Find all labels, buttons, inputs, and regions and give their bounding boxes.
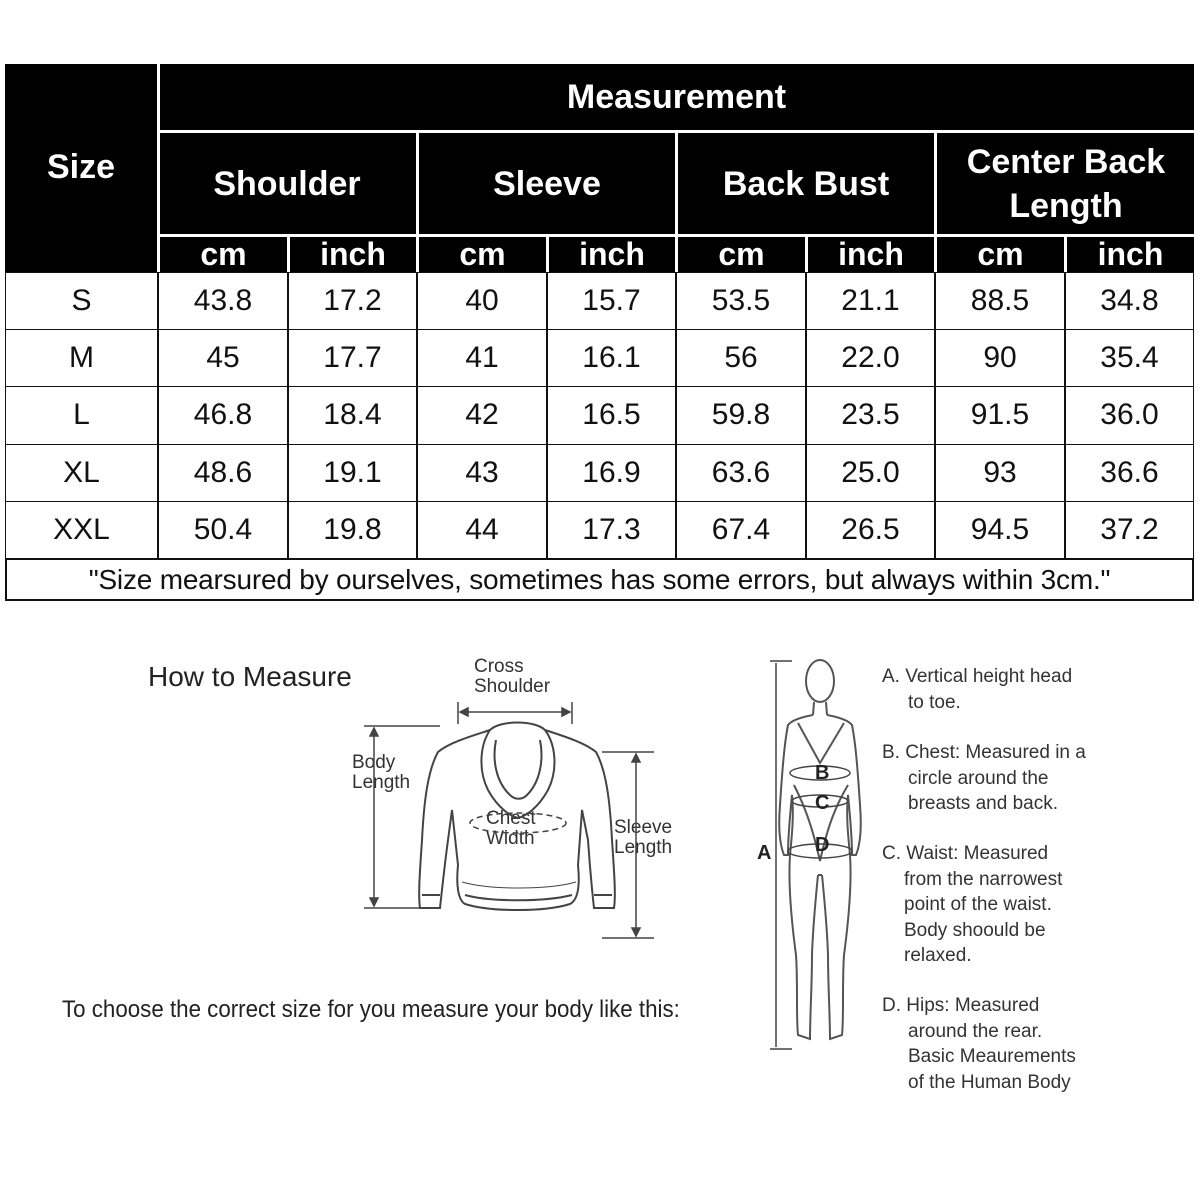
legend-line: Body shoould be <box>904 919 1046 941</box>
measurement-cell: 93 <box>935 444 1065 502</box>
measurement-cell: 59.8 <box>676 386 806 444</box>
measurement-note <box>5 558 1194 601</box>
measurement-cell: 37.2 <box>1065 501 1194 559</box>
label-line: Length <box>352 772 411 793</box>
unit-label: cm <box>459 236 506 272</box>
unit-label: inch <box>579 236 645 272</box>
legend-line: circle around the <box>908 767 1049 789</box>
measurement-cell: 46.8 <box>158 386 288 444</box>
measurement-cell: 36.0 <box>1065 386 1194 444</box>
measurement-cell: 41 <box>417 329 547 387</box>
note-text: "Size mearsured by ourselves, sometimes has some errors, but always within 3cm." <box>88 563 1111 595</box>
measurement-cell: 90 <box>935 329 1065 387</box>
legend-line: Basic Meaurements <box>908 1046 1076 1067</box>
unit-header-inch <box>1067 237 1194 272</box>
how-to-measure-title: How to Measure <box>148 661 352 692</box>
measurement-cell: 23.5 <box>806 386 935 444</box>
unit-header-inch <box>290 237 416 272</box>
size-cell: M <box>5 329 158 387</box>
measurement-cell: 43 <box>417 444 547 502</box>
measurement-cell: 19.1 <box>288 444 417 502</box>
legend-a <box>882 664 1072 715</box>
unit-label: inch <box>1097 236 1164 272</box>
legend-line: of the Human Body <box>908 1071 1071 1093</box>
legend-c <box>882 841 1062 969</box>
size-cell: XL <box>5 444 158 502</box>
label-line: Shoulder <box>474 676 551 697</box>
label-line: Body <box>352 752 396 773</box>
size-header-text: Size <box>46 148 116 186</box>
legend-b <box>882 740 1086 817</box>
size-cell: L <box>5 386 158 444</box>
measurement-cell: 16.9 <box>547 444 676 502</box>
measurement-cell: 25.0 <box>806 444 935 502</box>
measurement-cell: 17.2 <box>288 272 417 330</box>
group-header-label: Center Back Length <box>966 143 1166 225</box>
measurement-cell: 91.5 <box>935 386 1065 444</box>
measurement-cell: 18.4 <box>288 386 417 444</box>
marker-b: B <box>815 762 830 784</box>
measurement-header-text: Measurement <box>566 78 787 116</box>
measurement-cell: 17.3 <box>547 501 676 559</box>
label-line: Width <box>486 828 535 849</box>
legend-line: point of the waist. <box>904 894 1052 915</box>
marker-a: A <box>757 842 772 864</box>
unit-header-cm <box>419 237 546 272</box>
unit-header-inch <box>808 237 934 272</box>
legend-line: relaxed. <box>904 945 972 966</box>
group-header-label: Shoulder <box>213 165 361 203</box>
unit-label: inch <box>320 236 386 272</box>
marker-c: C <box>815 792 830 814</box>
measurement-cell: 26.5 <box>806 501 935 559</box>
size-chart-table <box>5 64 1194 601</box>
unit-label: cm <box>200 236 247 272</box>
label-line: Length <box>614 837 673 858</box>
instruction-text: To choose the correct size for you measure your body like this: <box>62 996 680 1023</box>
group-header-label: Back Bust <box>722 165 890 203</box>
measurement-cell: 42 <box>417 386 547 444</box>
measurement-cell: 50.4 <box>158 501 288 559</box>
group-header-label: Sleeve <box>493 165 601 203</box>
group-header-back-bust <box>678 134 934 234</box>
unit-header-inch <box>549 237 675 272</box>
measurement-cell: 48.6 <box>158 444 288 502</box>
measurement-cell: 63.6 <box>676 444 806 502</box>
group-header-center-back-length <box>938 134 1194 234</box>
unit-header-cm <box>937 237 1064 272</box>
marker-d: D <box>815 834 830 856</box>
size-column-header <box>5 64 157 270</box>
legend-line: B. Chest: Measured in a <box>882 742 1086 763</box>
unit-label: inch <box>838 236 904 272</box>
unit-label: cm <box>718 236 765 272</box>
unit-header-cm <box>678 237 805 272</box>
measurement-cell: 45 <box>158 329 288 387</box>
measurement-cell: 15.7 <box>547 272 676 330</box>
measurement-cell: 16.5 <box>547 386 676 444</box>
measurement-cell: 21.1 <box>806 272 935 330</box>
label-line: Cross <box>474 656 524 677</box>
measurement-cell: 43.8 <box>158 272 288 330</box>
legend-line: A. Vertical height head <box>882 666 1073 687</box>
measurement-cell: 19.8 <box>288 501 417 559</box>
measurement-cell: 94.5 <box>935 501 1065 559</box>
unit-label: cm <box>977 236 1024 272</box>
unit-header-cm <box>160 237 287 272</box>
legend-line: C. Waist: Measured <box>882 843 1049 864</box>
legend-line: from the narrowest <box>904 868 1063 890</box>
sweater-diagram <box>340 690 680 950</box>
legend-d <box>882 993 1076 1095</box>
legend-line: to toe. <box>908 691 961 713</box>
measurement-cell: 53.5 <box>676 272 806 330</box>
measurement-cell: 40 <box>417 272 547 330</box>
group-header-sleeve <box>419 134 675 234</box>
measurement-cell: 17.7 <box>288 329 417 387</box>
label-line: Sleeve <box>614 817 673 838</box>
group-header-shoulder <box>159 134 415 234</box>
measurement-cell: 44 <box>417 501 547 559</box>
measurement-header <box>159 64 1194 130</box>
legend-line: D. Hips: Measured <box>882 995 1040 1016</box>
legend-line: breasts and back. <box>908 793 1058 814</box>
size-cell: S <box>5 272 158 330</box>
measurement-cell: 34.8 <box>1065 272 1194 330</box>
measurement-cell: 67.4 <box>676 501 806 559</box>
measurement-cell: 22.0 <box>806 329 935 387</box>
measurement-cell: 36.6 <box>1065 444 1194 502</box>
measurement-cell: 16.1 <box>547 329 676 387</box>
legend-line: around the rear. <box>908 1020 1043 1042</box>
size-cell: XXL <box>5 501 158 559</box>
measurement-cell: 56 <box>676 329 806 387</box>
label-line: Chest <box>486 808 536 829</box>
measurement-cell: 88.5 <box>935 272 1065 330</box>
measurement-cell: 35.4 <box>1065 329 1194 387</box>
